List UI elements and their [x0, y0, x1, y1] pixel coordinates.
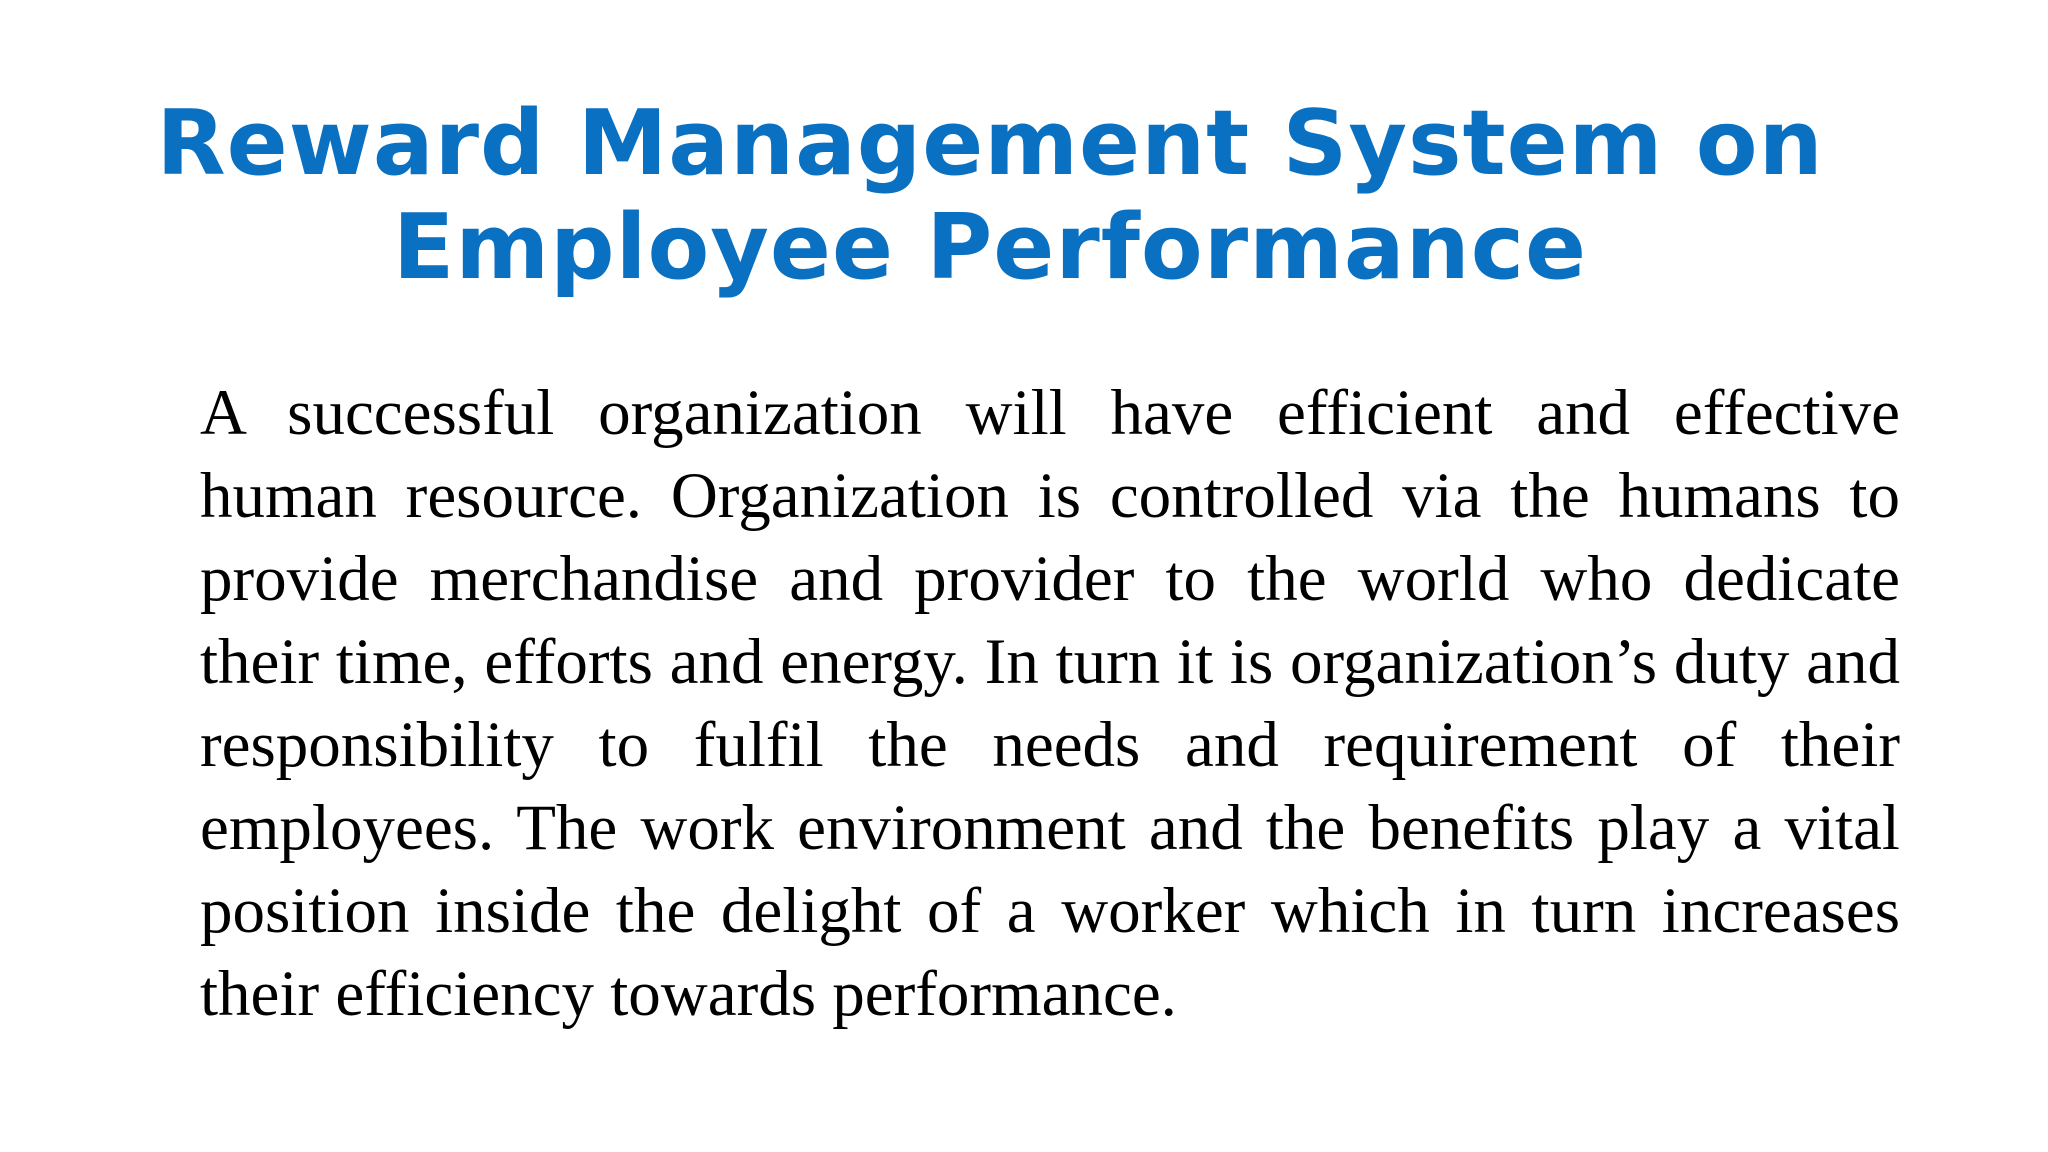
slide-title: Reward Management System on Employee Performance	[156, 91, 1824, 300]
slide-body-text: A successful organization will have efficient and effective human resource. Organization is controlled via the humans to provide merchandise and provider to the world who dedicate their time, efforts and energy. In turn it is organization’s duty and responsibility to fulfil the needs and requirement of their employees. The work environment and the benefits play a vital position inside the delight of a worker which in turn increases their efficiency towards performance.	[200, 377, 1900, 1030]
